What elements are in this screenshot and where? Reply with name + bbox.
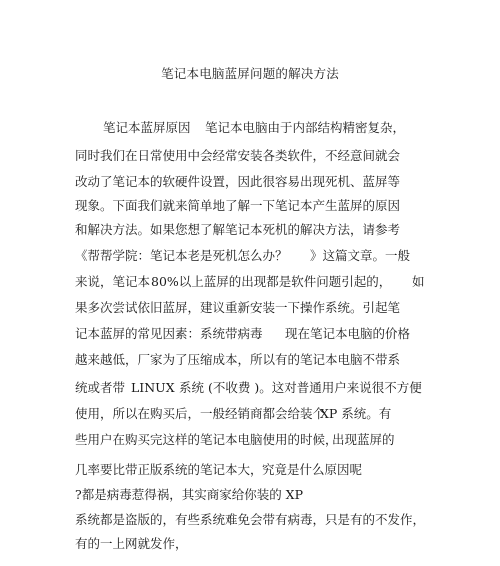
text-segment: 和解决方法。如果您想了解笔记本死机的解决方法，请参考 (75, 222, 401, 237)
text-segment: ?都是病毒惹得祸，其实商家给你装的 XP (75, 487, 303, 502)
document-title: 笔记本电脑蓝屏问题的解决方法 (161, 66, 339, 81)
text-segment: 统或者带 (75, 380, 126, 395)
text-segment: 现在笔记本电脑的价格 (285, 326, 411, 341)
text-segment: 使用，所以在购买后，一般经销商都会给装个 (75, 406, 326, 421)
text-segment: 记本蓝屏的常见因素：系统带病毒 (75, 326, 263, 341)
text-segment: 笔记本蓝屏原因 (103, 120, 191, 135)
text-segment: 笔记本电脑由于内部结构精密复杂， (205, 120, 406, 135)
text-segment: 系统都是盗版的，有些系统难免会带有病毒，只是有的不发作， (75, 512, 426, 527)
text-segment: 些用户在购买完这样的笔记本电脑使用的时候， (75, 432, 338, 447)
text-segment: 出现蓝屏的 (332, 432, 395, 447)
text-segment: 改动了笔记本的软硬件设置，因此很容易出现死机、蓝屏等 (75, 174, 401, 189)
text-segment: 《帮帮学院：笔记本老是死机怎么办？ (75, 248, 288, 263)
text-segment: XP 系统。有 (320, 406, 392, 421)
text-segment: 果多次尝试依旧蓝屏，建议重新安装一下操作系统。引起笔 (75, 300, 401, 315)
text-segment: 有的一上网就发作， (75, 536, 188, 551)
text-segment: 同时我们在日常使用中会经常安装各类软件，不经意间就会 (75, 148, 401, 163)
text-segment: 现象。下面我们就来简单地了解一下笔记本产生蓝屏的原因 (75, 198, 401, 213)
text-segment: 系统 (不收费 )。这对普通用户来说很不方便 (179, 380, 422, 395)
text-segment: 》这篇文章。一般 (310, 248, 411, 263)
text-segment: 究竟是什么原因呢 (262, 462, 363, 477)
text-segment: 几率要比带正版系统的笔记本大， (75, 462, 263, 477)
text-segment: 来说，笔记本 (75, 274, 151, 289)
text-segment: 越来越低，厂家为了压缩成本，所以有的笔记本电脑不带系 (75, 352, 401, 367)
text-segment: 80%以上蓝屏的出现都是软件问题引起的， (151, 274, 392, 289)
text-segment: LINUX (131, 380, 175, 395)
text-segment: 如 (412, 274, 425, 289)
